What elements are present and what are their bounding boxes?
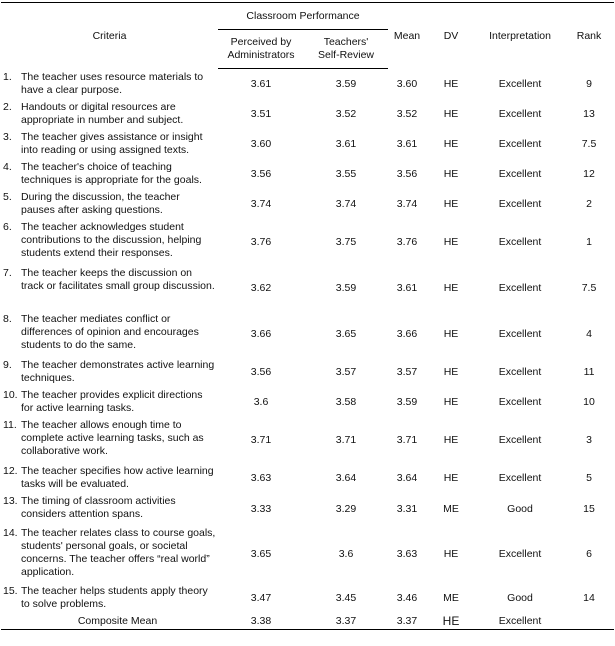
- mean-value: 3.60: [396, 77, 418, 90]
- composite-label: Composite Mean: [77, 614, 158, 627]
- criteria-item: [3, 585, 216, 611]
- criteria-header: Criteria: [1, 3, 218, 69]
- interpretation-value: Excellent: [498, 395, 542, 408]
- mean-value: 3.61: [396, 281, 418, 294]
- mean-value: 3.59: [396, 395, 418, 408]
- self-review-value: 3.57: [335, 365, 357, 378]
- dv-value: HE: [443, 197, 459, 210]
- criteria-cell: [1, 265, 218, 311]
- criteria-text: The teacher mediates conflict or differences of opinion and encourages students to do the same.: [21, 312, 199, 351]
- dv-value: HE: [443, 471, 459, 484]
- rank-value: 14: [583, 591, 595, 604]
- criteria-item: [3, 495, 216, 521]
- admin-value: 3.61: [250, 77, 272, 90]
- criteria-number: 8.: [3, 312, 12, 325]
- criteria-number: 5.: [3, 190, 12, 203]
- dv-value: HE: [443, 365, 459, 378]
- dv-value: ME: [443, 591, 459, 604]
- criteria-text: The teacher helps students apply theory to solve problems.: [21, 584, 208, 610]
- table-row: [1, 219, 614, 265]
- interpretation-value: Excellent: [498, 167, 542, 180]
- criteria-item: [3, 161, 216, 187]
- admin-value: 3.60: [250, 137, 272, 150]
- criteria-text: The teacher allows enough time to complete active learning tasks, such as collaborative work.: [21, 418, 204, 457]
- criteria-item: [3, 313, 216, 352]
- teachers-self-review-header: [304, 30, 388, 69]
- interpretation-value: Good: [507, 502, 533, 515]
- criteria-cell: [1, 583, 218, 613]
- criteria-item: [3, 419, 216, 458]
- criteria-item: [3, 71, 216, 97]
- interpretation-value: Excellent: [498, 471, 542, 484]
- criteria-item: [3, 131, 216, 157]
- rank-value: 1: [586, 235, 592, 248]
- self-review-value: 3.55: [335, 167, 357, 180]
- perceived-header-line-1: Perceived by: [230, 36, 292, 48]
- interpretation-value: Excellent: [498, 281, 542, 294]
- criteria-text: The teacher specifies how active learning tasks will be evaluated.: [21, 464, 214, 490]
- interpretation-value: Excellent: [498, 235, 542, 248]
- interpretation-value: Excellent: [498, 107, 542, 120]
- self-review-value: 3.29: [335, 502, 357, 515]
- rank-header: Rank: [564, 3, 614, 69]
- dv-header: DV: [426, 3, 476, 69]
- admin-value: 3.74: [250, 197, 272, 210]
- admin-value: 3.76: [250, 235, 272, 248]
- mean-value: 3.61: [396, 137, 418, 150]
- rank-value: 5: [586, 471, 592, 484]
- dv-value: ME: [443, 502, 459, 515]
- dv-value: HE: [443, 137, 459, 150]
- interpretation-value: Excellent: [498, 197, 542, 210]
- rank-value: 13: [583, 107, 595, 120]
- criteria-cell: [1, 99, 218, 129]
- rank-value: 2: [586, 197, 592, 210]
- criteria-item: [3, 221, 216, 260]
- criteria-cell: [1, 219, 218, 265]
- mean-value: 3.31: [396, 502, 418, 515]
- perceived-by-administrators-header: [218, 30, 304, 69]
- criteria-cell: [1, 189, 218, 219]
- criteria-cell: [1, 463, 218, 493]
- classroom-performance-table: [1, 2, 614, 630]
- criteria-item: [3, 465, 216, 491]
- criteria-number: 2.: [3, 100, 12, 113]
- criteria-text: The teacher uses resource materials to have a clear purpose.: [21, 70, 204, 96]
- mean-value: 3.57: [396, 365, 418, 378]
- mean-value: 3.46: [396, 591, 418, 604]
- criteria-item: [3, 101, 216, 127]
- composite-dv-value: HE: [442, 613, 460, 628]
- composite-mean-value: 3.37: [396, 614, 418, 627]
- table-footer: [1, 613, 614, 630]
- admin-value: 3.62: [250, 281, 272, 294]
- criteria-text: The teacher gives assistance or insight into reading or using assigned texts.: [21, 130, 203, 156]
- criteria-number: 4.: [3, 160, 12, 173]
- header-row-1: [1, 3, 614, 30]
- criteria-cell: [1, 159, 218, 189]
- interpretation-value: Good: [507, 591, 533, 604]
- criteria-cell: [1, 493, 218, 525]
- self-review-value: 3.65: [335, 327, 357, 340]
- rank-value: 10: [583, 395, 595, 408]
- self-review-value: 3.45: [335, 591, 357, 604]
- criteria-text: The teacher demonstrates active learning techniques.: [21, 358, 215, 384]
- dv-value: HE: [443, 433, 459, 446]
- mean-header: Mean: [388, 3, 426, 69]
- mean-value: 3.71: [396, 433, 418, 446]
- table-row: [1, 189, 614, 219]
- table-row: [1, 69, 614, 99]
- criteria-cell: [1, 417, 218, 463]
- self-review-value: 3.74: [335, 197, 357, 210]
- dv-value: HE: [443, 77, 459, 90]
- criteria-item: [3, 267, 216, 293]
- rank-value: 9: [586, 77, 592, 90]
- classroom-performance-header: Classroom Performance: [218, 3, 388, 30]
- criteria-number: 1.: [3, 70, 12, 83]
- mean-value: 3.74: [396, 197, 418, 210]
- composite-rank-value: [564, 613, 614, 630]
- mean-value: 3.66: [396, 327, 418, 340]
- criteria-text: During the discussion, the teacher pauses after asking questions.: [21, 190, 180, 216]
- self-review-value: 3.64: [335, 471, 357, 484]
- criteria-number: 14.: [3, 526, 18, 539]
- criteria-number: 9.: [3, 358, 12, 371]
- mean-value: 3.76: [396, 235, 418, 248]
- table-row: [1, 583, 614, 613]
- interpretation-value: Excellent: [498, 77, 542, 90]
- criteria-item: [3, 527, 216, 579]
- mean-value: 3.64: [396, 471, 418, 484]
- criteria-number: 11.: [3, 418, 17, 431]
- rank-value: 12: [583, 167, 595, 180]
- table-row: [1, 159, 614, 189]
- perceived-header-line-2: Administrators: [227, 49, 295, 61]
- interpretation-header: Interpretation: [476, 3, 564, 69]
- self-review-value: 3.59: [335, 77, 357, 90]
- self-review-value: 3.52: [335, 107, 357, 120]
- criteria-cell: [1, 387, 218, 417]
- interpretation-value: Excellent: [498, 547, 542, 560]
- self-review-value: 3.75: [335, 235, 357, 248]
- table-header: [1, 3, 614, 69]
- rank-value: 3: [586, 433, 592, 446]
- rank-value: 15: [583, 502, 595, 515]
- rank-value: 7.5: [581, 137, 597, 150]
- dv-value: HE: [443, 395, 459, 408]
- rank-value: 6: [586, 547, 592, 560]
- criteria-text: Handouts or digital resources are appropriate in number and subject.: [21, 100, 184, 126]
- mean-value: 3.52: [396, 107, 418, 120]
- criteria-number: 7.: [3, 266, 12, 279]
- table-row: [1, 129, 614, 159]
- criteria-number: 12.: [3, 464, 18, 477]
- criteria-text: The timing of classroom activities considers attention spans.: [21, 494, 176, 520]
- dv-value: HE: [443, 327, 459, 340]
- criteria-number: 13.: [3, 494, 18, 507]
- criteria-text: The teacher's choice of teaching techniques is appropriate for the goals.: [21, 160, 202, 186]
- admin-value: 3.47: [250, 591, 272, 604]
- dv-value: HE: [443, 107, 459, 120]
- interpretation-value: Excellent: [498, 137, 542, 150]
- table-row: [1, 463, 614, 493]
- criteria-cell: [1, 357, 218, 387]
- admin-value: 3.63: [250, 471, 272, 484]
- table-row: [1, 525, 614, 583]
- criteria-cell: [1, 129, 218, 159]
- rank-value: 11: [583, 365, 595, 378]
- interpretation-value: Excellent: [498, 365, 542, 378]
- admin-value: 3.65: [250, 547, 272, 560]
- criteria-item: [3, 389, 216, 415]
- mean-value: 3.63: [396, 547, 418, 560]
- rank-value: 4: [586, 327, 592, 340]
- table-row: [1, 265, 614, 311]
- self-review-value: 3.58: [335, 395, 357, 408]
- criteria-cell: [1, 525, 218, 583]
- criteria-text: The teacher acknowledges student contributions to the discussion, helping students extend their responses.: [21, 220, 202, 259]
- self-review-header-line-2: Self-Review: [317, 49, 375, 61]
- table-body: [1, 69, 614, 613]
- rank-value: 7.5: [581, 281, 597, 294]
- dv-value: HE: [443, 167, 459, 180]
- composite-admin-value: 3.38: [250, 614, 272, 627]
- criteria-item: [3, 191, 216, 217]
- self-review-value: 3.6: [338, 547, 354, 560]
- table-row: [1, 493, 614, 525]
- criteria-cell: [1, 311, 218, 357]
- interpretation-value: Excellent: [498, 433, 542, 446]
- admin-value: 3.56: [250, 167, 272, 180]
- criteria-number: 15.: [3, 584, 18, 597]
- criteria-text: The teacher provides explicit directions for active learning tasks.: [21, 388, 203, 414]
- composite-interpretation-value: Excellent: [498, 614, 542, 627]
- admin-value: 3.51: [250, 107, 272, 120]
- self-review-value: 3.71: [335, 433, 357, 446]
- criteria-text: The teacher keeps the discussion on track or facilitates small group discussion.: [21, 266, 215, 292]
- table-row: [1, 357, 614, 387]
- criteria-cell: [1, 69, 218, 99]
- table-row: [1, 387, 614, 417]
- self-review-header-line-1: Teachers': [323, 36, 369, 48]
- admin-value: 3.56: [250, 365, 272, 378]
- composite-row: [1, 613, 614, 630]
- table-row: [1, 417, 614, 463]
- criteria-item: [3, 359, 216, 385]
- mean-value: 3.56: [396, 167, 418, 180]
- table-row: [1, 99, 614, 129]
- self-review-value: 3.61: [335, 137, 357, 150]
- composite-self-value: 3.37: [335, 614, 357, 627]
- interpretation-value: Excellent: [498, 327, 542, 340]
- criteria-number: 10.: [3, 388, 18, 401]
- admin-value: 3.6: [253, 395, 269, 408]
- table-row: [1, 311, 614, 357]
- dv-value: HE: [443, 281, 459, 294]
- dv-value: HE: [443, 547, 459, 560]
- admin-value: 3.71: [250, 433, 272, 446]
- criteria-number: 6.: [3, 220, 12, 233]
- admin-value: 3.66: [250, 327, 272, 340]
- criteria-text: The teacher relates class to course goals, students' personal goals, or societal concerns. The teacher offers “real world” application.: [21, 526, 216, 578]
- dv-value: HE: [443, 235, 459, 248]
- criteria-number: 3.: [3, 130, 12, 143]
- self-review-value: 3.59: [335, 281, 357, 294]
- admin-value: 3.33: [250, 502, 272, 515]
